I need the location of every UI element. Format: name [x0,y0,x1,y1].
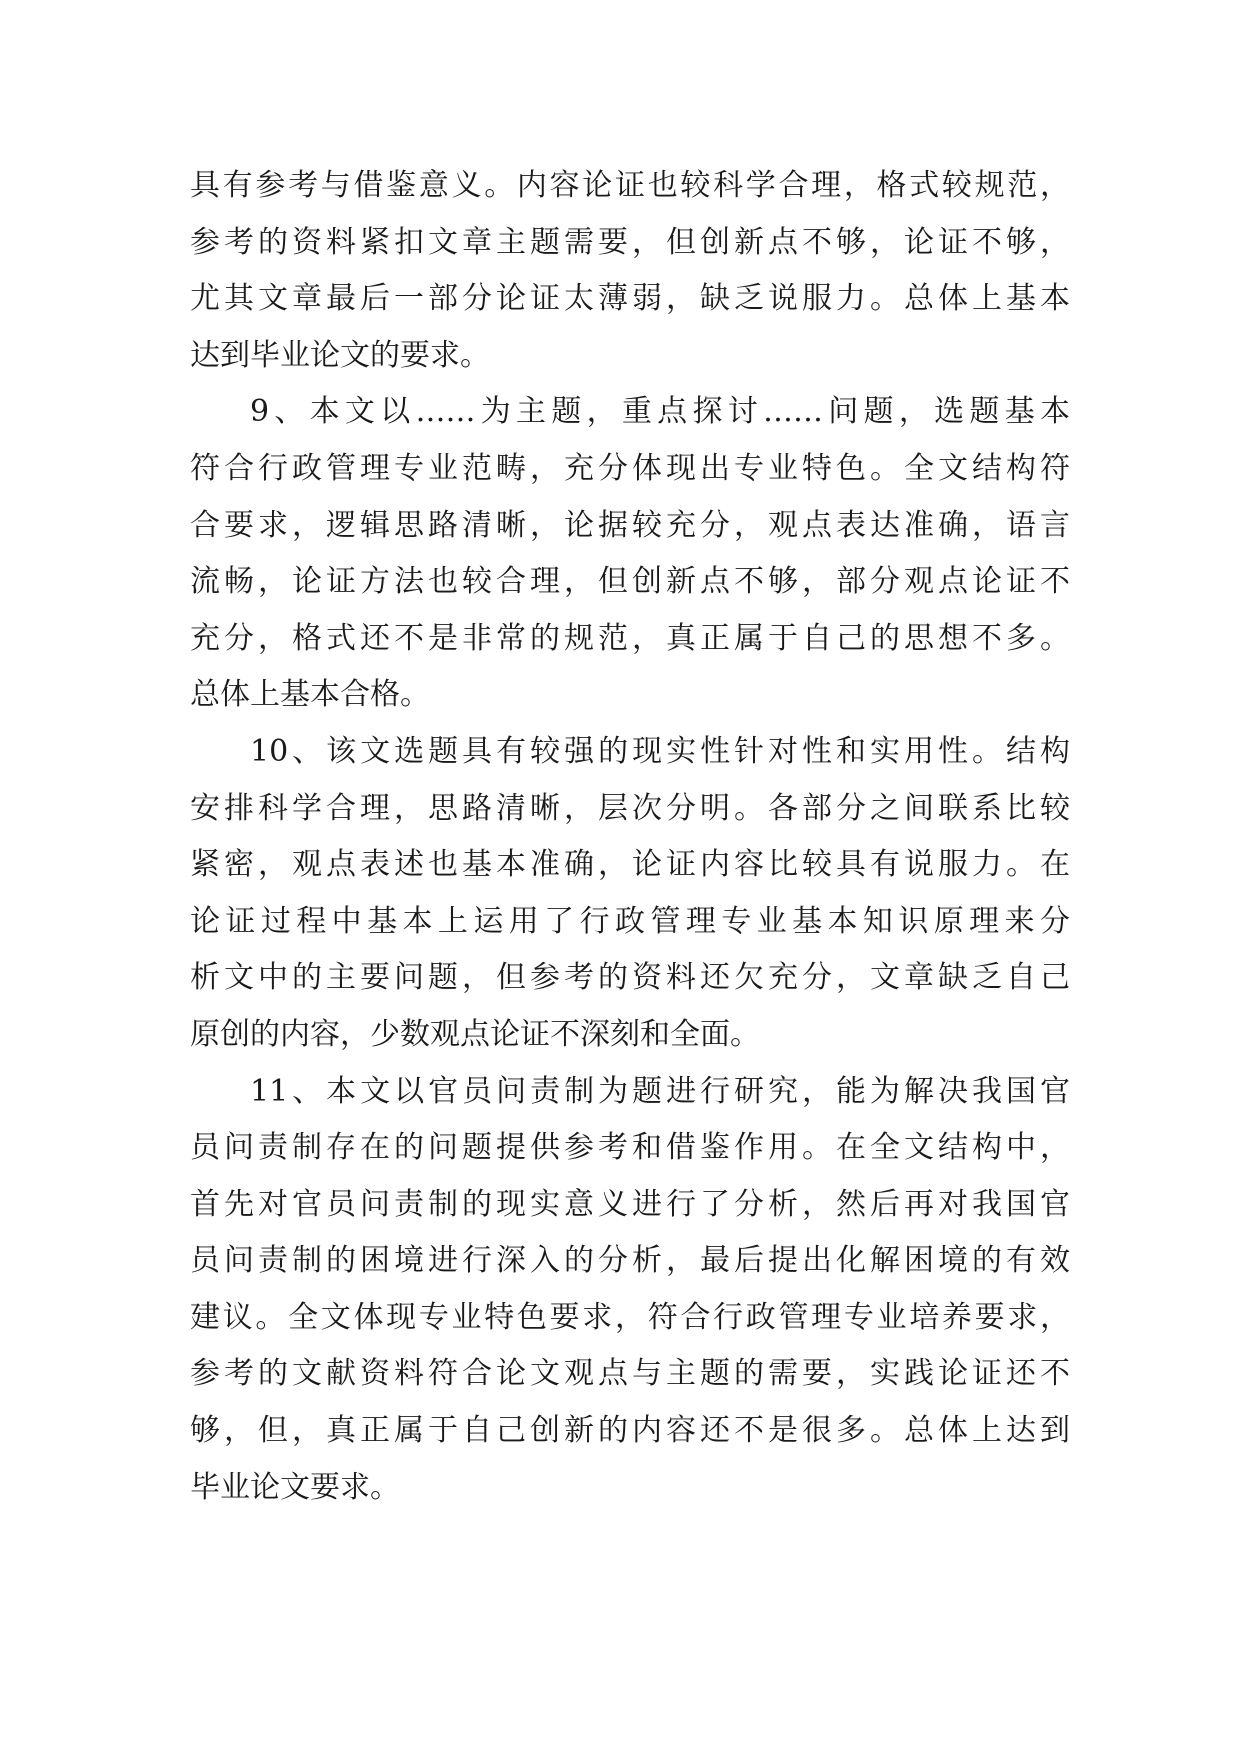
text-line: 员问责制存在的问题提供参考和借鉴作用。在全文结构中， [190,1130,1070,1166]
text-line: 总体上基本合格。 [190,677,430,713]
text-line: 毕业论文要求。 [190,1469,400,1505]
text-line: 尤其文章最后一部分论证太薄弱，缺乏说服力。总体上基本 [190,281,1070,317]
paragraph-item-10 [190,724,1070,1064]
text-line: 充分，格式还不是非常的规范，真正属于自己的思想不多。 [190,620,1070,656]
text-line: 9、本文以……为主题，重点探讨……问题，选题基本 [250,394,1070,430]
text-line: 首先对官员问责制的现实意义进行了分析，然后再对我国官 [190,1186,1070,1222]
text-line: 够，但，真正属于自己创新的内容还不是很多。总体上达到 [190,1413,1070,1449]
paragraph-continuation [190,158,1070,384]
text-line: 参考的资料紧扣文章主题需要，但创新点不够，论证不够， [190,224,1070,260]
text-line: 建议。全文体现专业特色要求，符合行政管理专业培养要求， [190,1299,1070,1335]
text-line: 参考的文献资料符合论文观点与主题的需要，实践论证还不 [190,1356,1070,1392]
paragraph-item-9 [190,384,1070,724]
text-line: 论证过程中基本上运用了行政管理专业基本知识原理来分 [190,903,1070,939]
text-line: 11、本文以官员问责制为题进行研究，能为解决我国官 [250,1073,1070,1109]
text-line: 达到毕业论文的要求。 [190,337,490,373]
text-line: 流畅，论证方法也较合理，但创新点不够，部分观点论证不 [190,564,1070,600]
text-line: 紧密，观点表述也基本准确，论证内容比较具有说服力。在 [190,847,1070,883]
paragraph-item-11 [190,1064,1070,1517]
text-line: 具有参考与借鉴意义。内容论证也较科学合理，格式较规范， [190,168,1070,203]
text-line: 员问责制的困境进行深入的分析，最后提出化解困境的有效 [190,1243,1070,1279]
text-line: 析文中的主要问题，但参考的资料还欠充分，文章缺乏自己 [190,960,1070,996]
text-line: 10、该文选题具有较强的现实性针对性和实用性。结构 [250,733,1070,769]
text-line: 合要求，逻辑思路清晰，论据较充分，观点表达准确，语言 [190,507,1070,543]
text-line: 原创的内容，少数观点论证不深刻和全面。 [190,1016,760,1052]
text-line: 符合行政管理专业范畴，充分体现出专业特色。全文结构符 [190,450,1070,486]
text-line: 安排科学合理，思路清晰，层次分明。各部分之间联系比较 [190,790,1070,826]
document-body [190,158,1070,1516]
